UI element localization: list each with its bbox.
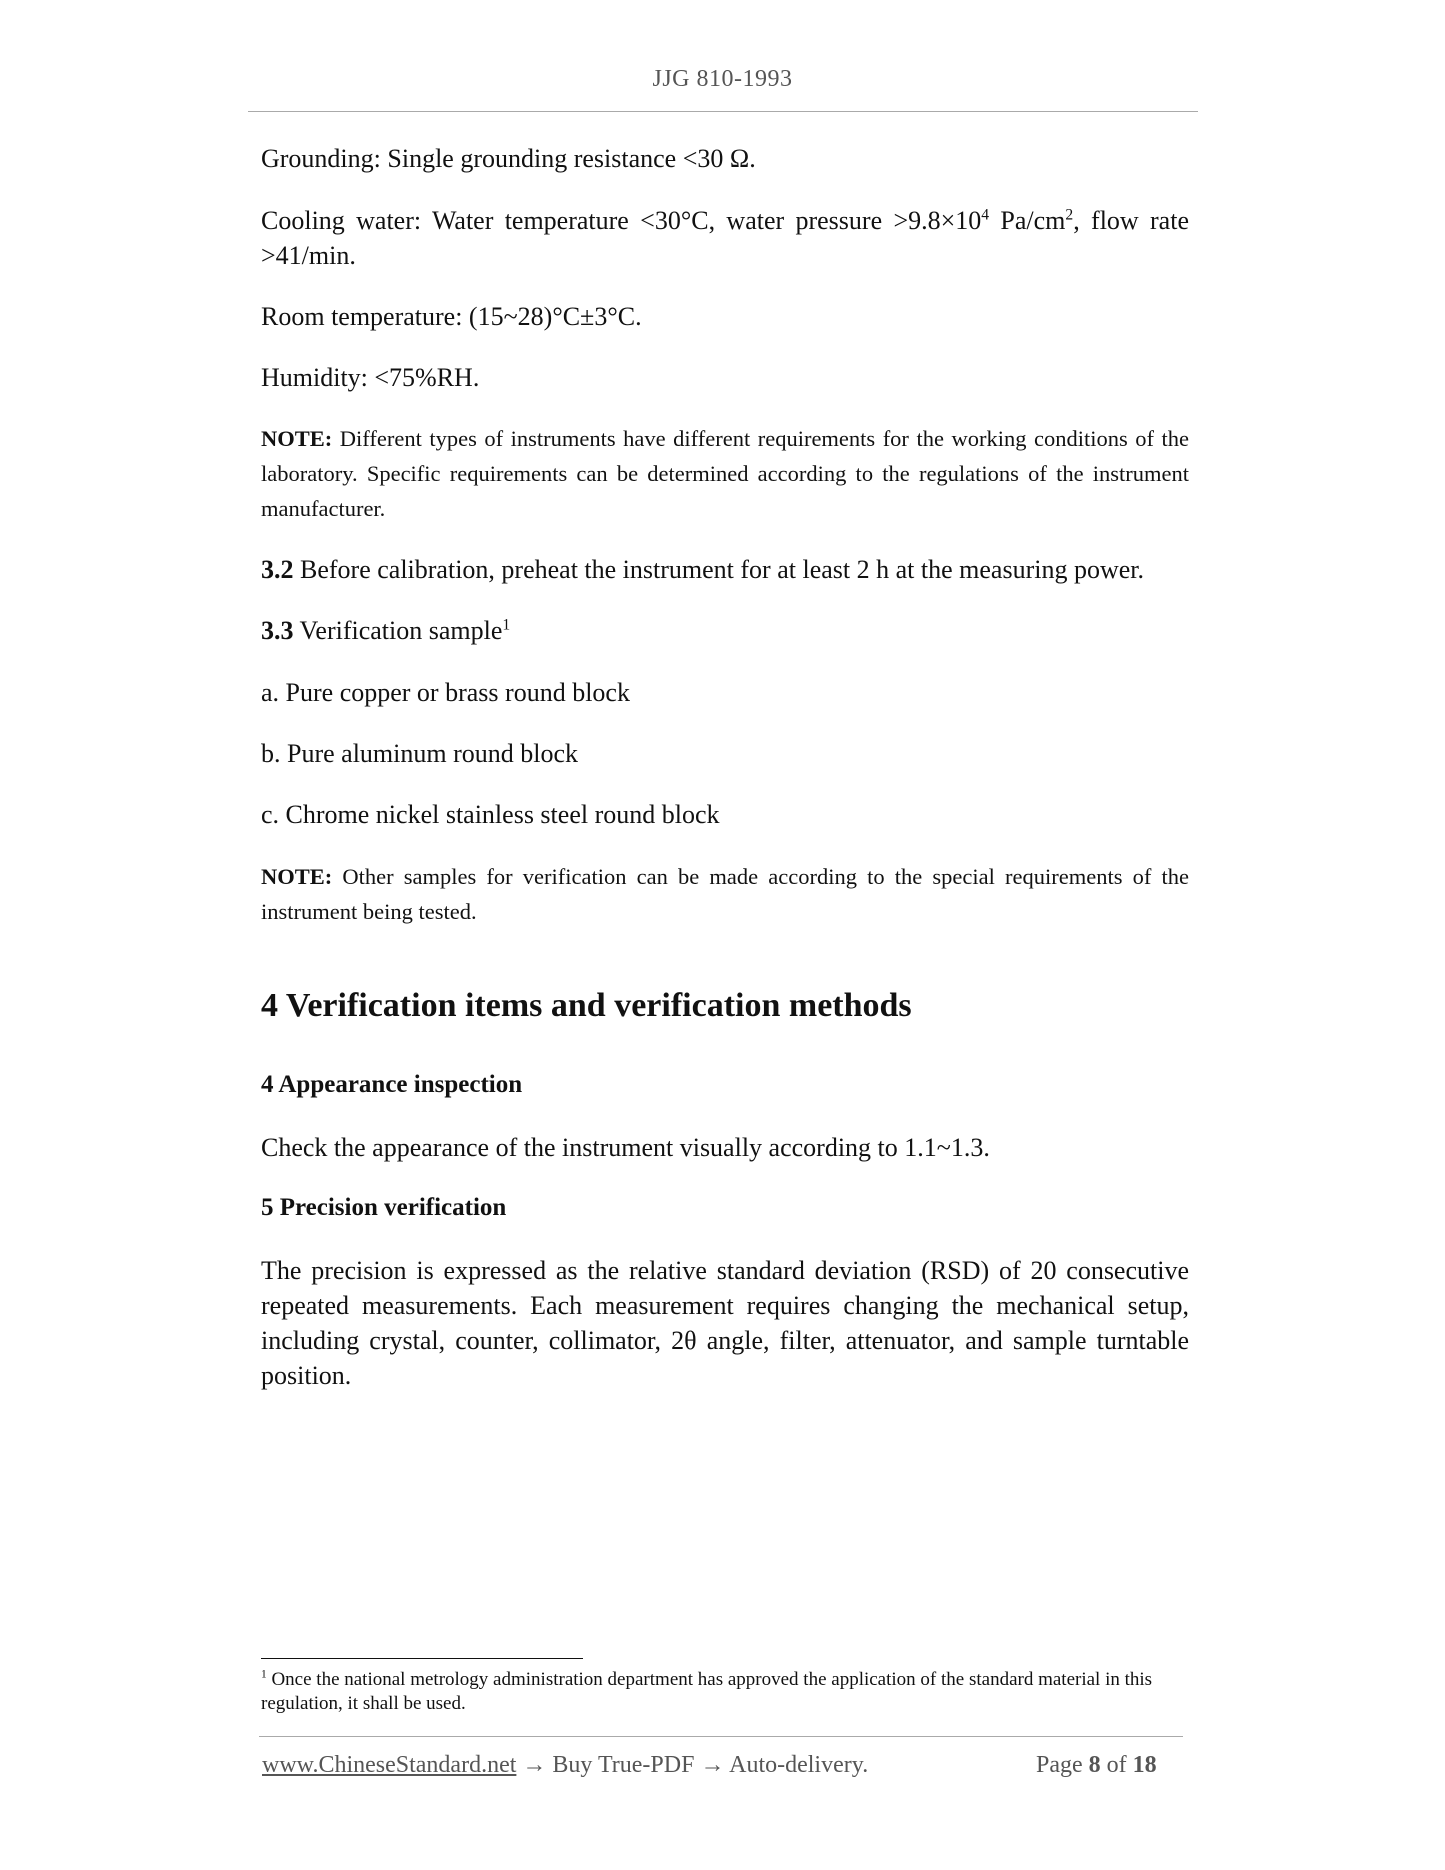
footnote [261,1668,1181,1716]
precision-text: The precision is expressed as the relative standard deviation (RSD) of 20 consecutive repeated measurements. Each measurement requires changing the mechanical setup, including crystal, counter, collimator, 2θ angle, filter, attenuator, and sample turntable position. [261,1256,1189,1390]
note-text: Different types of instruments have different requirements for the working conditions of the laboratory. Specific requirements can be determined according to the regulations of the instrument manufacturer. [261,426,1189,521]
appearance-paragraph [261,1130,1189,1165]
appearance-text: Check the appearance of the instrument visually according to 1.1~1.3. [261,1133,990,1162]
list-item-text: b. Pure aluminum round block [261,739,579,768]
note-label: NOTE: [261,426,333,451]
section-text: Before calibration, preheat the instrument for at least 2 h at the measuring power. [293,555,1144,584]
header-title: JJG 810-1993 [652,66,793,92]
list-item-a [261,675,1189,710]
cooling-water-paragraph [261,203,1189,273]
section-3-3 [261,613,1189,648]
cooling-exponent: 4 [981,206,990,224]
cooling-text-c: , flow rate >41/min. [261,206,1189,270]
note-lab-conditions [261,421,1189,526]
note-label: NOTE: [261,864,333,889]
cooling-text-b: Pa/cm [989,206,1066,235]
grounding-paragraph [261,141,1189,176]
page-total: 18 [1132,1752,1157,1778]
cooling-unit-exponent: 2 [1065,206,1074,224]
footnote-text: Once the national metrology administration department has approved the application of the standard material in this regulation, it shall be used. [261,1669,1153,1714]
section-number: 3.2 [261,555,294,584]
heading-text: 5 Precision verification [261,1194,507,1221]
section-3-2 [261,552,1189,587]
heading-precision-verification [261,1192,1189,1224]
of-label: of [1106,1752,1127,1778]
heading-text: 4 Verification items and verification methods [261,987,912,1024]
promo-text: → Buy True-PDF → Auto-delivery. [516,1752,869,1778]
section-number: 3.3 [261,616,294,645]
footnote-reference[interactable]: 1 [502,616,511,634]
heading-section-4 [261,986,1189,1026]
list-item-c [261,797,1189,832]
website-link[interactable]: www.ChineseStandard.net [262,1752,517,1778]
section-text: Verification sample [293,616,503,645]
heading-text: 4 Appearance inspection [261,1071,523,1098]
note-text: Other samples for verification can be made according to the special requirements of the instrument being tested. [261,864,1189,924]
grounding-text: Grounding: Single grounding resistance <30 Ω. [261,144,756,173]
list-item-text: a. Pure copper or brass round block [261,678,630,707]
humidity-paragraph [261,360,1189,395]
footer-rule [259,1736,1183,1737]
humidity-text: Humidity: <75%RH. [261,363,480,392]
page-indicator [1036,1752,1157,1779]
footnote-marker: 1 [261,1668,267,1681]
room-temperature-text: Room temperature: (15~28)°C±3°C. [261,302,642,331]
page-number: 8 [1088,1752,1101,1778]
list-item-b [261,736,1189,771]
cooling-text-a: Cooling water: Water temperature <30°C, water pressure >9.8×10 [261,206,982,235]
page-label: Page [1036,1752,1083,1778]
precision-paragraph [261,1253,1189,1393]
note-verification-samples [261,859,1189,929]
footer-promo [262,1752,868,1779]
header-rule [248,111,1198,112]
list-item-text: c. Chrome nickel stainless steel round block [261,800,720,829]
room-temperature-paragraph [261,299,1189,334]
footnote-rule [261,1658,583,1659]
heading-appearance-inspection [261,1069,1189,1101]
